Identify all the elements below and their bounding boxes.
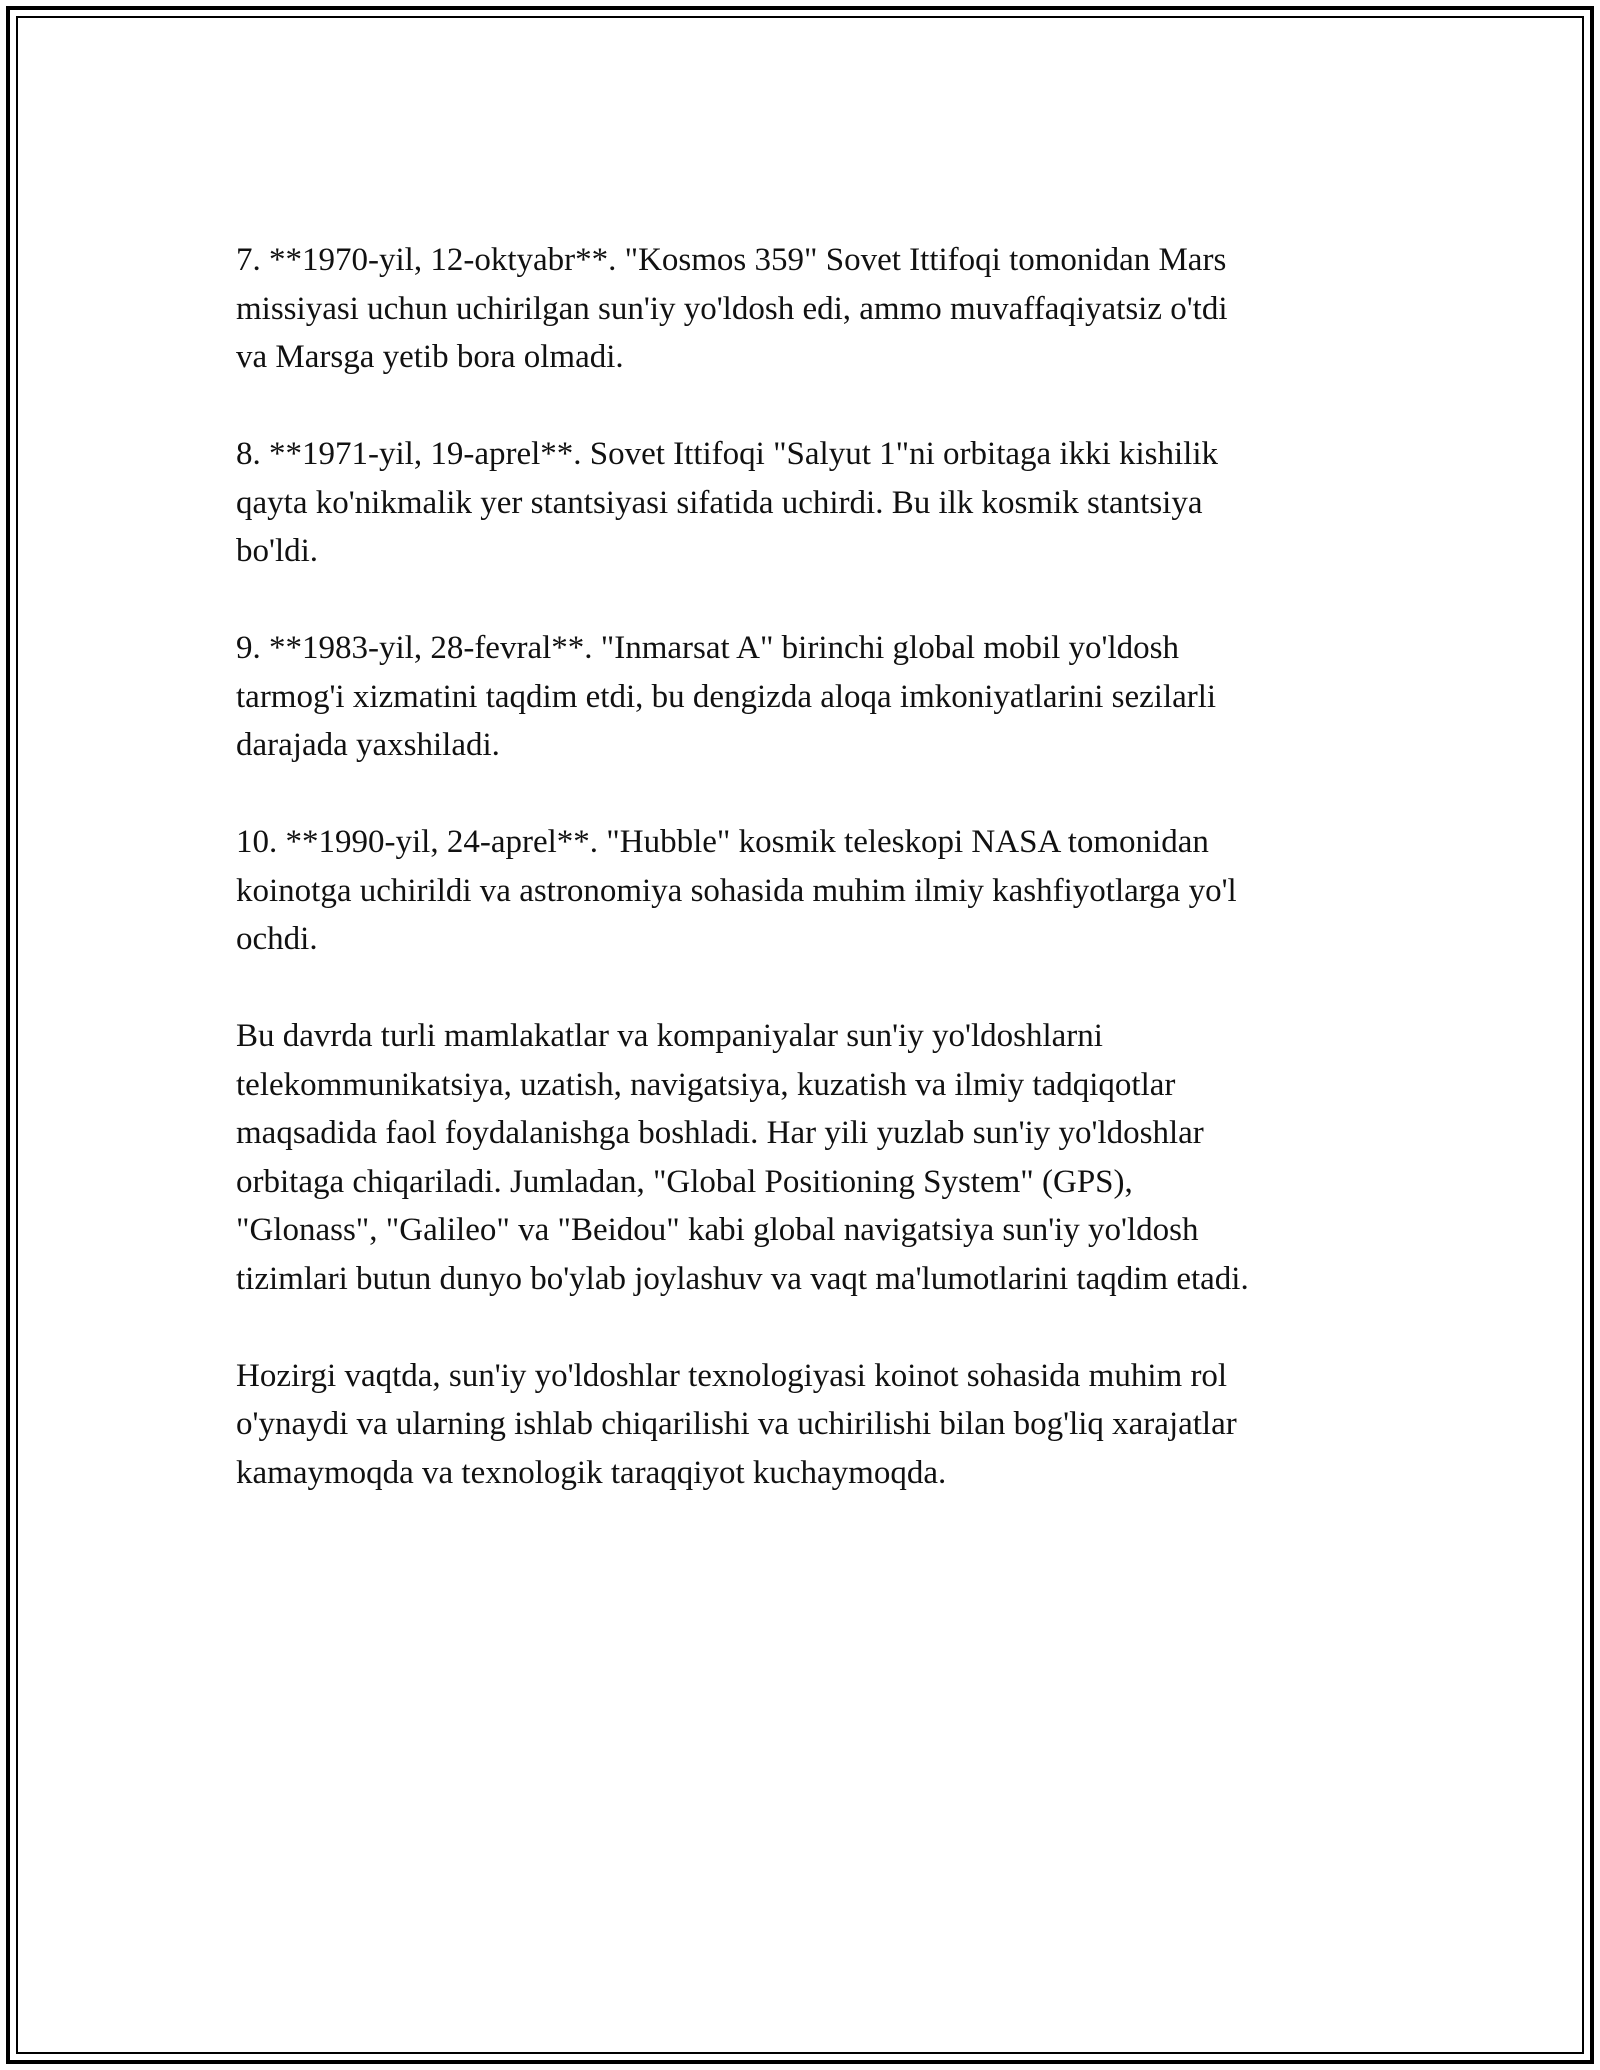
list-item-7: 7. **1970-yil, 12-oktyabr**. "Kosmos 359" Sovet Ittifoqi tomonidan Mars missiyasi uchun uchirilgan sun'iy yo'ldosh edi, ammo muvaffaqiyatsiz o'tdi va Marsga yetib bora olmadi. — [236, 242, 1228, 375]
body-paragraph-conclusion: Hozirgi vaqtda, sun'iy yo'ldoshlar texnologiyasi koinot sohasida muhim rol o'ynaydi va ularning ishlab chiqarilishi va uchirilishi bilan bog'liq xarajatlar kamaymoqda va texnologik taraqqiyot kuchaymoqda. — [236, 1357, 1237, 1491]
body-paragraph-overview: Bu davrda turli mamlakatlar va kompaniyalar sun'iy yo'ldoshlarni telekommunikatsiya, uzatish, navigatsiya, kuzatish va ilmiy tadqiqotlar maqsadida faol foydalanishga boshladi. Har yili yuzlab sun'iy yo'ldoshlar orbitaga chiqariladi. Jumladan, "Global Positioning System" (GPS), "Glonass", "Galileo" va "Beidou" kabi global navigatsiya sun'iy yo'ldosh tizimlari butun dunyo bo'ylab joylashuv va vaqt ma'lumotlarini taqdim etadi. — [236, 1018, 1249, 1297]
document-body — [236, 236, 1366, 1546]
list-item-8: 8. **1971-yil, 19-aprel**. Sovet Ittifoqi "Salyut 1"ni orbitaga ikki kishilik qayta ko'nikmalik yer stantsiyasi sifatida uchirdi. Bu ilk kosmik stantsiya bo'ldi. — [236, 436, 1219, 569]
list-item-9: 9. **1983-yil, 28-fevral**. "Inmarsat A" birinchi global mobil yo'ldosh tarmog'i xizmatini taqdim etdi, bu dengizda aloqa imkoniyatlarini sezilarli darajada yaxshiladi. — [236, 630, 1217, 763]
list-item-10: 10. **1990-yil, 24-aprel**. "Hubble" kosmik teleskopi NASA tomonidan koinotga uchirildi va astronomiya sohasida muhim ilmiy kashfiyotlarga yo'l ochdi. — [236, 824, 1237, 957]
